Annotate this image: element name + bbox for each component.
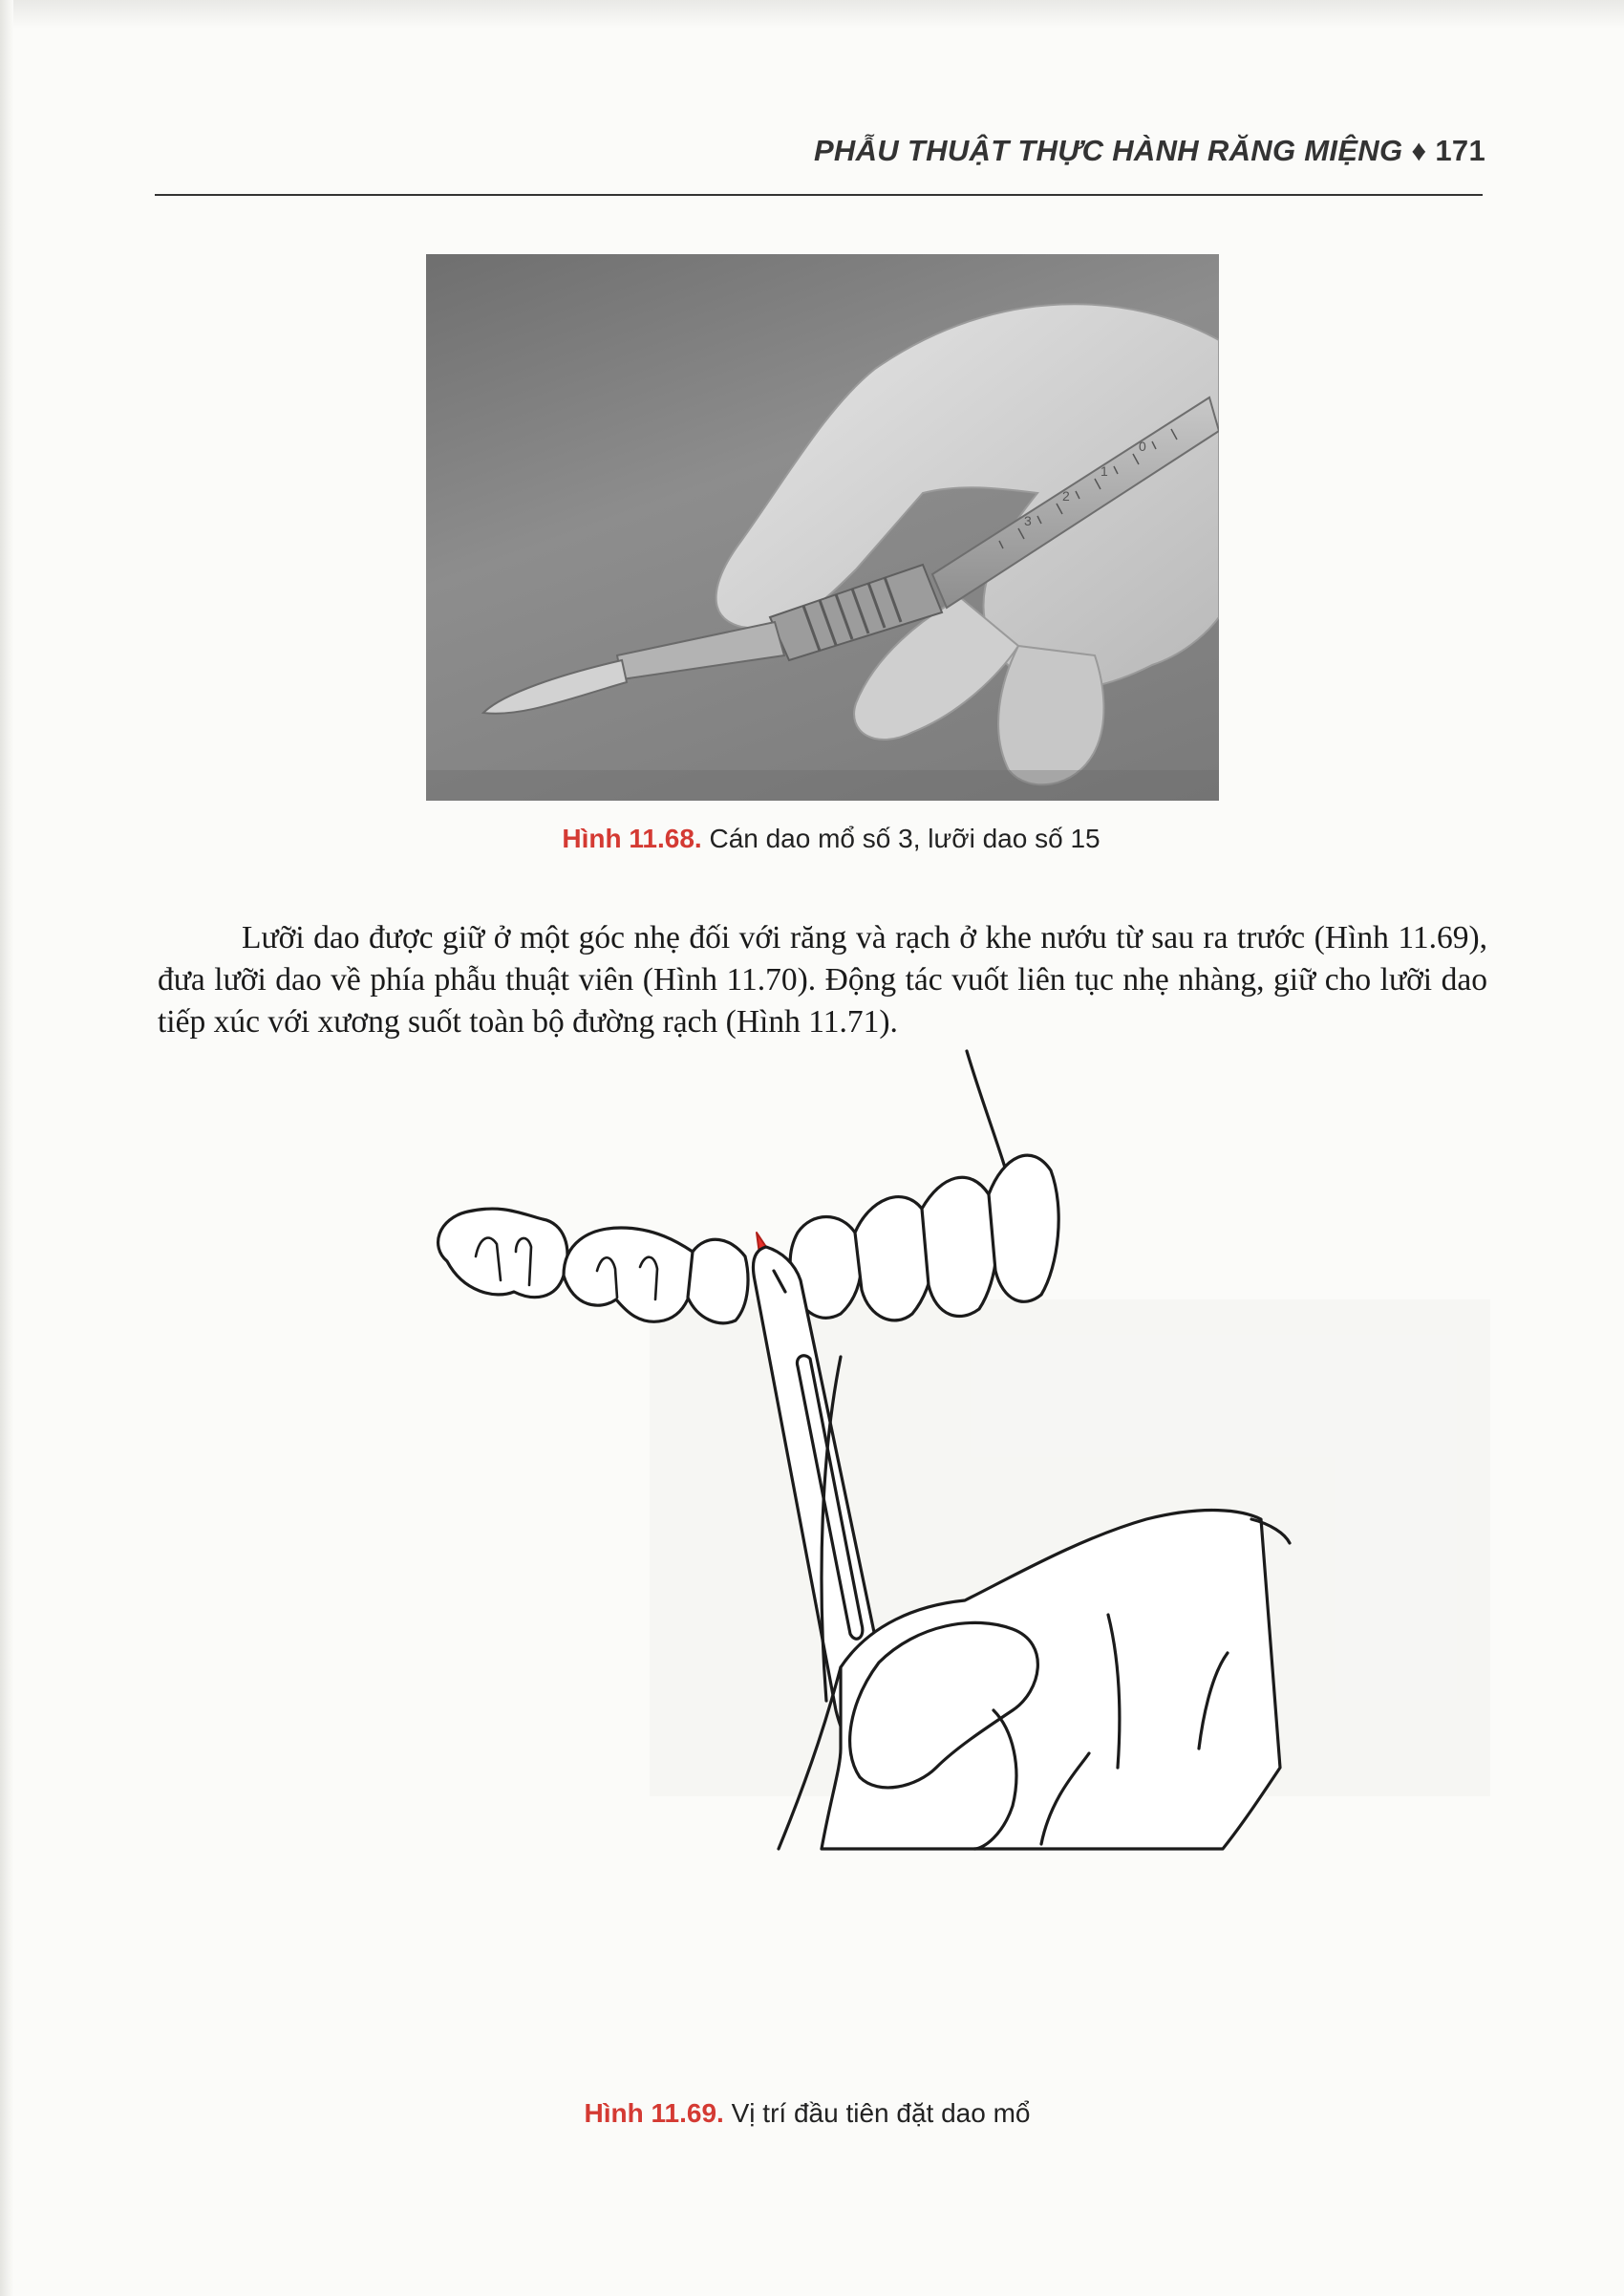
molar-2 <box>564 1228 694 1321</box>
figure-caption-text: Cán dao mổ số 3, lưỡi dao số 15 <box>709 824 1100 853</box>
scan-edge-left <box>0 0 13 2296</box>
molar-1 <box>438 1209 567 1298</box>
scalpel-blade <box>483 660 627 714</box>
incisor-2 <box>989 1155 1058 1301</box>
figure-caption-text: Vị trí đầu tiên đặt dao mổ <box>731 2098 1031 2128</box>
scale-mark: 0 <box>1139 439 1146 454</box>
scale-mark: 1 <box>1100 463 1108 479</box>
figure-11-68-photo <box>426 254 1219 801</box>
scalpel-neck <box>617 622 784 679</box>
page-number: 171 <box>1435 134 1485 167</box>
running-title: PHẪU THUẬT THỰC HÀNH RĂNG MIỆNG <box>813 134 1403 167</box>
hand-holding-scalpel-illustration <box>426 254 1219 801</box>
running-header <box>158 134 1485 168</box>
figure-11-69-caption <box>0 2098 1619 2129</box>
diamond-separator-icon: ♦ <box>1411 134 1427 167</box>
figure-11-68-caption <box>19 824 1624 854</box>
scale-mark: 2 <box>1062 488 1070 504</box>
body-paragraph: Lưỡi dao được giữ ở một góc nhẹ đối với răng và rạch ở khe nướu từ sau ra trước (Hình 11.69), đưa lưỡi dao về phía phẫu thuật viên (Hình 11.70). Động tác vuốt liên tục nhẹ nhàng, giữ cho lưỡi dao tiếp xúc với xương suốt toàn bộ đường rạch (Hình 11.71). <box>158 919 1487 1040</box>
header-rule <box>155 194 1483 196</box>
scan-edge-top <box>0 0 1624 29</box>
figure-11-69-drawing <box>420 1041 1318 1997</box>
finger-middle <box>998 646 1103 784</box>
incisor-1 <box>922 1177 997 1316</box>
figure-label: Hình 11.68. <box>562 824 702 853</box>
figure-label: Hình 11.69. <box>584 2098 724 2128</box>
scale-mark: 3 <box>1024 513 1032 528</box>
premolar-1 <box>688 1239 748 1322</box>
